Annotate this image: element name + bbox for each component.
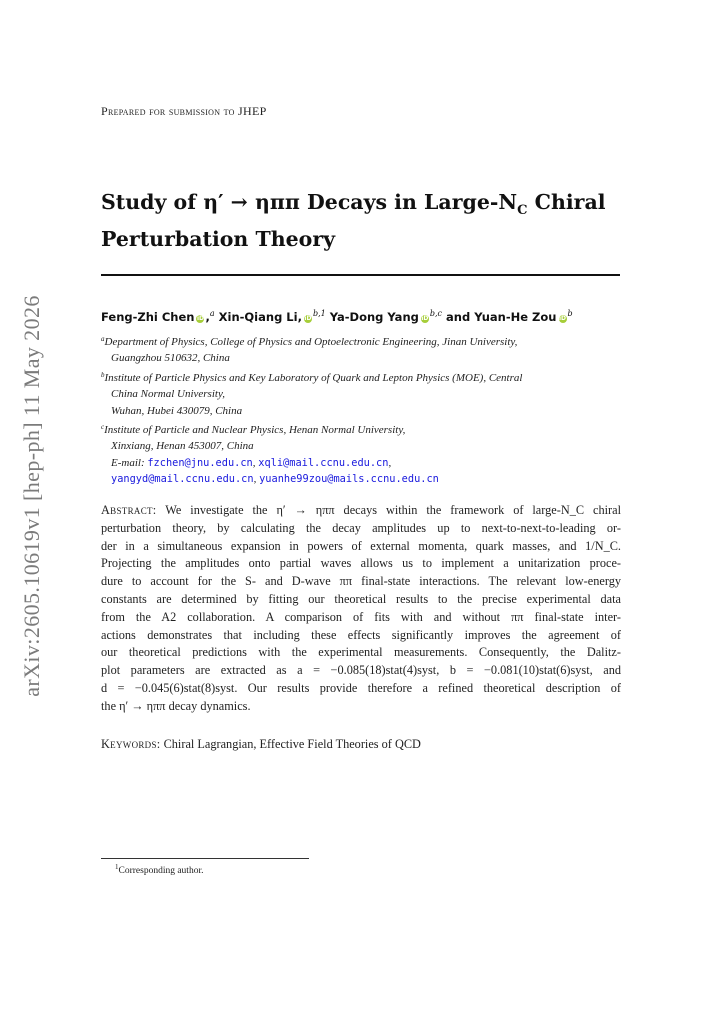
affiliation-c-line-2: Xinxiang, Henan 453007, China (111, 440, 254, 453)
affiliation-c-mark: c (101, 423, 105, 432)
affiliation-a-line-2: Guangzhou 510632, China (111, 352, 230, 365)
email-line-1: E-mail: fzchen@jnu.edu.cn, xqli@mail.ccnu.edu.cn, (111, 456, 392, 469)
orcid-icon[interactable]: iD (421, 315, 429, 322)
footnote-divider (101, 858, 309, 859)
affiliation-c (101, 419, 626, 438)
affiliation-c-line-1: Institute of Particle and Nuclear Physics, Henan Normal University, (104, 424, 406, 437)
orcid-icon[interactable]: iD (196, 315, 204, 322)
abstract-line: perturbation theory, by calculating the decay amplitudes up to next-to-next-to-leading or- (101, 520, 621, 535)
abstract-line (101, 502, 621, 520)
email-link-1[interactable]: fzchen@jnu.edu.cn (147, 456, 253, 469)
title-line-1-text: Study of η′ → ηππ Decays in Large-N (101, 190, 518, 214)
title-subscript: C (517, 203, 528, 219)
affiliations (101, 331, 626, 488)
title-line-2: Perturbation Theory (101, 227, 336, 252)
paper-title (101, 188, 621, 254)
abstract-line: actions demonstrates that including these effects significantly improves the agreement of (101, 627, 621, 642)
title-line-1-end: Chiral (527, 190, 606, 214)
footnote-mark: 1 (115, 863, 119, 871)
abstract-line: the η′ → ηππ decay dynamics. (101, 698, 251, 713)
email-line-2: yangyd@mail.ccnu.edu.cn, yuanhe99zou@mails.ccnu.edu.cn (111, 473, 439, 486)
author-3: Ya-Dong Yang (329, 310, 419, 324)
abstract (101, 502, 621, 716)
abstract-line: dure to account for the S- and D-wave ππ final-state interactions. The relevant low-energy (101, 574, 621, 589)
abstract-line-text: We investigate the η′ → ηππ decays within the framework of large-N_C chiral (165, 503, 621, 517)
author-conjunction: and (446, 310, 471, 324)
affiliation-a-line-1: Department of Physics, College of Physics and Optoelectronic Engineering, Jinan University, (104, 336, 518, 348)
title-line-1 (101, 188, 621, 225)
affiliation-b-line-2: China Normal University, (111, 388, 225, 401)
abstract-line: constants are determined by fitting our theoretical results to the precise experimental data (101, 591, 621, 606)
affiliation-b-line-3: Wuhan, Hubei 430079, China (111, 404, 243, 417)
affiliation-a-mark: a (101, 335, 105, 343)
orcid-icon[interactable]: iD (304, 315, 312, 322)
title-divider (101, 274, 620, 276)
email-link-2[interactable]: xqli@mail.ccnu.edu.cn (258, 456, 389, 469)
affiliation-b (101, 367, 626, 386)
email-link-4[interactable]: yuanhe99zou@mails.ccnu.edu.cn (259, 473, 439, 486)
author-1: Feng-Zhi Chen (101, 310, 195, 324)
abstract-label: Abstract: (101, 503, 157, 517)
email-label: E-mail: (111, 456, 145, 469)
abstract-line: Projecting the amplitudes onto partial waves allows us to implement a unitarization proce- (101, 556, 621, 571)
orcid-icon[interactable]: iD (558, 315, 567, 322)
footnote-text: Corresponding author. (118, 866, 204, 876)
affiliation-b-line-1: Institute of Particle Physics and Key Laboratory of Quark and Lepton Physics (MOE), Central (104, 371, 523, 384)
arxiv-identifier-stamp: arXiv:2605.10619v1 [hep-ph] 11 May 2026 (19, 295, 44, 697)
abstract-line: plot parameters are extracted as a = −0.085(18)stat(4)syst, b = −0.081(10)stat(6)syst, and (101, 663, 621, 678)
abstract-line: from the A2 collaboration. A comparison of fits with and without ππ final-state inter- (101, 609, 621, 624)
keywords-text: Chiral Lagrangian, Effective Field Theories of QCD (163, 737, 421, 751)
author-4: Yuan-He Zou (474, 310, 557, 324)
author-2: Xin-Qiang Li, (218, 310, 302, 324)
affiliation-b-mark: b (101, 370, 105, 379)
abstract-line: d = −0.045(6)stat(8)syst. Our results provide therefore a refined theoretical description of (101, 680, 621, 695)
author-3-affiliation: b,c (429, 309, 443, 318)
author-2-affiliation: b,1 (312, 309, 326, 318)
author-1-affiliation: a (209, 309, 215, 318)
abstract-line: der in a simultaneous expansion in powers of external momenta, quark masses, and 1/N_C. (101, 538, 621, 553)
keywords-label: Keywords: (101, 737, 161, 751)
keywords (101, 737, 421, 752)
email-link-3[interactable]: yangyd@mail.ccnu.edu.cn (111, 473, 254, 486)
footnote (115, 863, 203, 876)
abstract-line: our theoretical predictions with the experimental measurements. Consequently, the Dalitz- (101, 645, 621, 660)
author-4-affiliation: b (567, 309, 573, 318)
affiliation-a (101, 331, 626, 350)
author-list: Feng-Zhi Chen iD,$^a$ Xin-Qiang Li, iD$^{b,1}$ Ya-Dong Yang iD$^{b,c}$ and Yuan-He Zou $iD^b$ (101, 309, 573, 324)
prepared-for-submission-note: Prepared for submission to JHEP (101, 104, 267, 118)
